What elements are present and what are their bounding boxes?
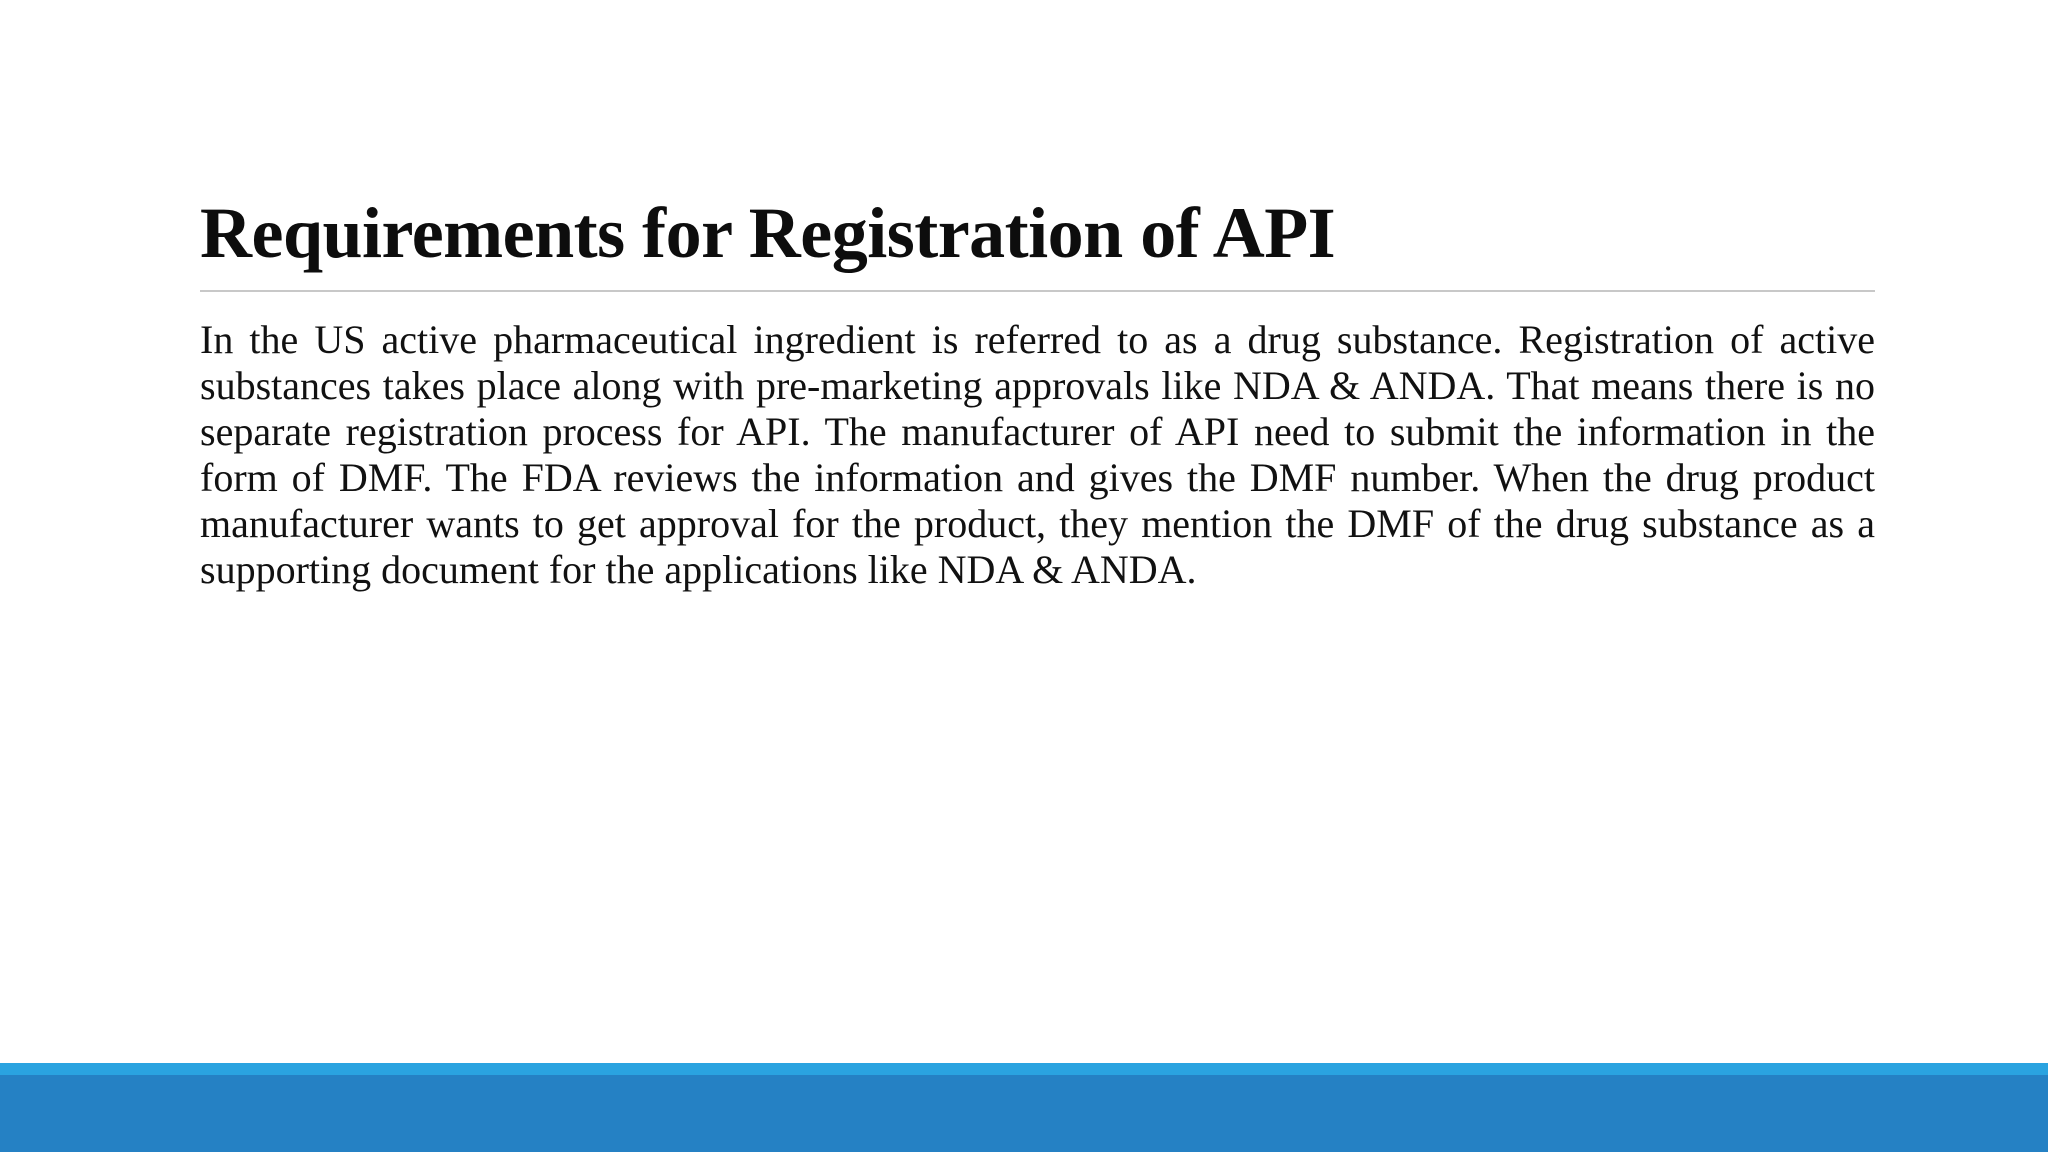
title-divider [200,290,1875,292]
footer-bar [0,1075,2048,1152]
slide-body-text: In the US active pharmaceutical ingredient is referred to as a drug substance. Registration of active substances takes place along with pre-marketing approvals like NDA & ANDA. That means there is no separate registration process for API. The manufacturer of API need to submit the information in the form of DMF. The FDA reviews the information and gives the DMF number. When the drug product manufacturer wants to get approval for the product, they mention the DMF of the drug substance as a supporting document for the applications like NDA & ANDA. [200,317,1875,592]
footer-accent-stripe [0,1063,2048,1075]
slide-title: Requirements for Registration of API [200,193,1336,273]
